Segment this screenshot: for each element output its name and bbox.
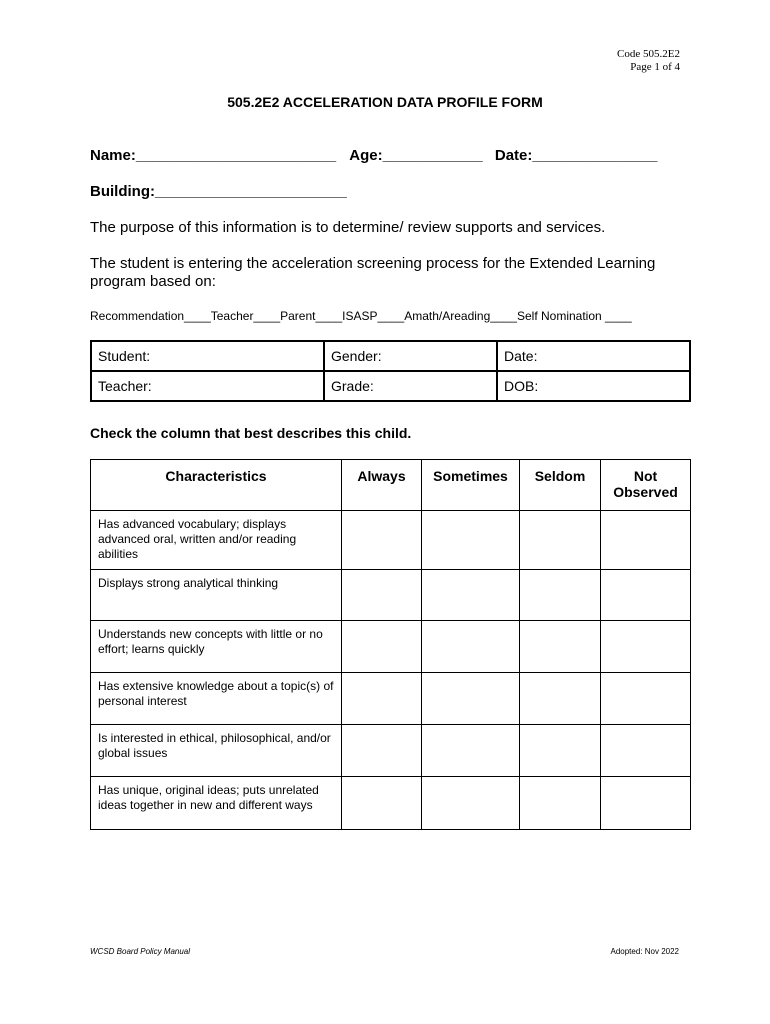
- seldom-checkbox-cell[interactable]: [520, 511, 601, 570]
- date-field[interactable]: Date:_______________: [494, 147, 658, 164]
- building-field[interactable]: Building:_______________________: [90, 183, 347, 200]
- date-cell[interactable]: Date:: [497, 341, 690, 371]
- not-observed-checkbox-cell[interactable]: [601, 777, 691, 830]
- sometimes-checkbox-cell[interactable]: [422, 511, 520, 570]
- characteristic-text: Understands new concepts with little or no effort; learns quickly: [91, 621, 342, 673]
- seldom-checkbox-cell[interactable]: [520, 725, 601, 777]
- characteristic-text: Has advanced vocabulary; displays advanced oral, written and/or reading abilities: [91, 511, 342, 570]
- check-instruction: Check the column that best describes this child.: [90, 425, 412, 441]
- purpose-text: The purpose of this information is to determine/ review supports and services.: [90, 219, 606, 236]
- always-checkbox-cell[interactable]: [342, 673, 422, 725]
- age-field[interactable]: Age:____________: [349, 147, 483, 164]
- grade-cell[interactable]: Grade:: [324, 371, 497, 401]
- seldom-checkbox-cell[interactable]: [520, 777, 601, 830]
- not-observed-checkbox-cell[interactable]: [601, 511, 691, 570]
- table-header-row: [91, 460, 691, 511]
- footer-manual-name: WCSD Board Policy Manual: [90, 947, 191, 956]
- sometimes-checkbox-cell[interactable]: [422, 777, 520, 830]
- characteristic-text: Is interested in ethical, philosophical, and/or global issues: [91, 725, 342, 777]
- always-checkbox-cell[interactable]: [342, 570, 422, 621]
- table-row: [91, 673, 691, 725]
- header-not-observed: Not Observed: [601, 460, 691, 511]
- name-field[interactable]: Name:________________________: [90, 147, 337, 164]
- characteristic-text: Displays strong analytical thinking: [91, 570, 342, 621]
- document-code: [617, 48, 680, 74]
- footer-adopted-date: Adopted: Nov 2022: [610, 947, 679, 956]
- seldom-checkbox-cell[interactable]: [520, 570, 601, 621]
- sometimes-checkbox-cell[interactable]: [422, 673, 520, 725]
- sometimes-checkbox-cell[interactable]: [422, 621, 520, 673]
- always-checkbox-cell[interactable]: [342, 777, 422, 830]
- always-checkbox-cell[interactable]: [342, 725, 422, 777]
- not-observed-checkbox-cell[interactable]: [601, 570, 691, 621]
- teacher-cell[interactable]: Teacher:: [91, 371, 324, 401]
- page-number: Page 1 of 4: [630, 61, 680, 73]
- characteristic-text: Has unique, original ideas; puts unrelated ideas together in new and different ways: [91, 777, 342, 830]
- table-row: [91, 570, 691, 621]
- characteristic-text: Has extensive knowledge about a topic(s) of personal interest: [91, 673, 342, 725]
- characteristics-table: [90, 459, 691, 830]
- name-age-date-line: [90, 147, 690, 164]
- not-observed-checkbox-cell[interactable]: [601, 621, 691, 673]
- table-row: [91, 371, 690, 401]
- sometimes-checkbox-cell[interactable]: [422, 570, 520, 621]
- dob-cell[interactable]: DOB:: [497, 371, 690, 401]
- header-sometimes: Sometimes: [422, 460, 520, 511]
- table-row: [91, 621, 691, 673]
- table-row: [91, 725, 691, 777]
- header-seldom: Seldom: [520, 460, 601, 511]
- table-row: [91, 511, 691, 570]
- code-number: Code 505.2E2: [617, 48, 680, 60]
- not-observed-checkbox-cell[interactable]: [601, 725, 691, 777]
- seldom-checkbox-cell[interactable]: [520, 673, 601, 725]
- recommendation-line[interactable]: Recommendation____Teacher____Parent____ISASP____Amath/Areading____Self Nomination ____: [90, 309, 632, 323]
- entering-text: The student is entering the acceleration screening process for the Extended Learning program based on:: [90, 255, 656, 290]
- student-cell[interactable]: Student:: [91, 341, 324, 371]
- table-row: [91, 341, 690, 371]
- table-row: [91, 777, 691, 830]
- gender-cell[interactable]: Gender:: [324, 341, 497, 371]
- not-observed-checkbox-cell[interactable]: [601, 673, 691, 725]
- always-checkbox-cell[interactable]: [342, 511, 422, 570]
- sometimes-checkbox-cell[interactable]: [422, 725, 520, 777]
- header-always: Always: [342, 460, 422, 511]
- seldom-checkbox-cell[interactable]: [520, 621, 601, 673]
- always-checkbox-cell[interactable]: [342, 621, 422, 673]
- form-title: 505.2E2 ACCELERATION DATA PROFILE FORM: [227, 94, 543, 110]
- student-info-table: [90, 340, 691, 402]
- header-characteristics: Characteristics: [91, 460, 342, 511]
